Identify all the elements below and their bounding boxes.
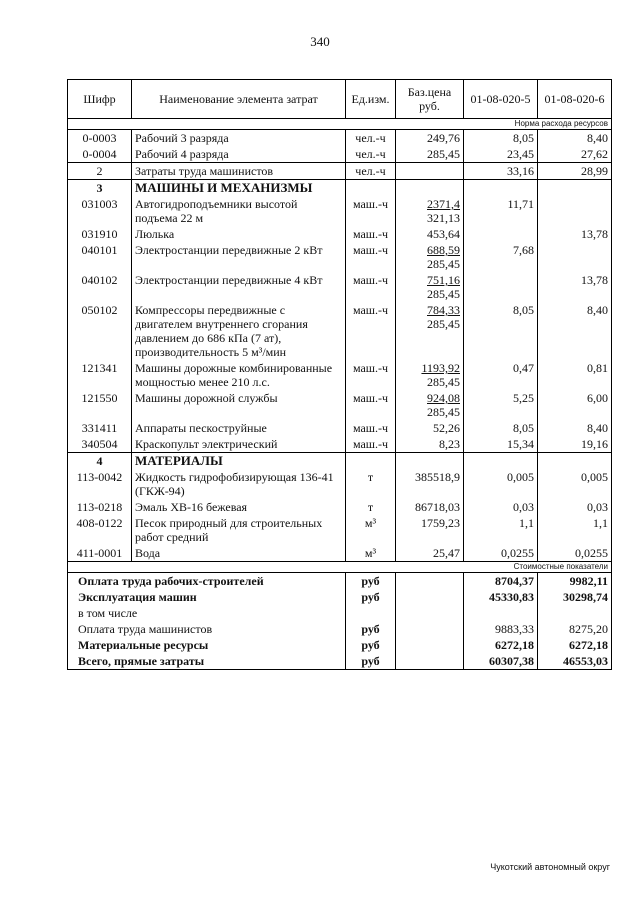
summary-unit: руб bbox=[346, 653, 396, 670]
summary-price-empty bbox=[396, 621, 464, 637]
cell-col1: 23,45 bbox=[464, 146, 538, 163]
table-row bbox=[68, 272, 612, 302]
cell-code: 331411 bbox=[68, 420, 132, 436]
cell-col2 bbox=[538, 242, 612, 272]
cell-col2: 6,00 bbox=[538, 390, 612, 420]
summary-row bbox=[68, 573, 612, 590]
cell-name: МАТЕРИАЛЫ bbox=[132, 453, 346, 470]
cell-col2: 1,1 bbox=[538, 515, 612, 545]
header-unit: Ед.изм. bbox=[346, 80, 396, 119]
table-row bbox=[68, 302, 612, 360]
table-row bbox=[68, 163, 612, 180]
table-row bbox=[68, 360, 612, 390]
table-row bbox=[68, 226, 612, 242]
cell-unit: м³ bbox=[346, 515, 396, 545]
cell-col1: 0,0255 bbox=[464, 545, 538, 562]
cell-price bbox=[396, 499, 464, 515]
subheader-costs-label: Стоимостные показатели bbox=[68, 562, 612, 573]
cell-code: 408-0122 bbox=[68, 515, 132, 545]
cell-price bbox=[396, 130, 464, 147]
summary-price-empty bbox=[396, 605, 464, 621]
price-value: 25,47 bbox=[433, 546, 460, 560]
cell-col2: 19,16 bbox=[538, 436, 612, 453]
cell-name: Автогидроподъемники высотой подъема 22 м bbox=[135, 197, 298, 225]
cell-col1: 0,47 bbox=[464, 360, 538, 390]
cell-unit bbox=[346, 453, 396, 470]
cell-name: Аппараты пескоструйные bbox=[135, 421, 267, 435]
table-row bbox=[68, 515, 612, 545]
cell-code: 121341 bbox=[68, 360, 132, 390]
cell-price bbox=[396, 163, 464, 180]
table-row bbox=[68, 196, 612, 226]
cell-col1: 0,005 bbox=[464, 469, 538, 499]
cell-price bbox=[396, 180, 464, 197]
cell-price bbox=[396, 242, 464, 272]
cell-col1: 1,1 bbox=[464, 515, 538, 545]
cell-name: Песок природный для строительных работ средний bbox=[135, 516, 323, 544]
summary-name: Эксплуатация машин bbox=[68, 589, 346, 605]
price-value: 285,45 bbox=[427, 147, 460, 161]
cell-unit: маш.-ч bbox=[346, 390, 396, 420]
cell-code: 113-0218 bbox=[68, 499, 132, 515]
price-value: 1759,23 bbox=[421, 516, 460, 530]
cell-unit: маш.-ч bbox=[346, 272, 396, 302]
summary-price-empty bbox=[396, 589, 464, 605]
summary-col1: 8704,37 bbox=[464, 573, 538, 590]
cell-col2: 28,99 bbox=[538, 163, 612, 180]
cell-name: Вода bbox=[135, 546, 161, 560]
table-row bbox=[68, 436, 612, 453]
cell-price bbox=[396, 302, 464, 360]
header-code: Шифр bbox=[68, 80, 132, 119]
price-value: 1193,92 bbox=[421, 361, 460, 375]
cell-col2: 27,62 bbox=[538, 146, 612, 163]
cell-code: 4 bbox=[68, 453, 132, 470]
cell-col2: 8,40 bbox=[538, 130, 612, 147]
cell-col1: 15,34 bbox=[464, 436, 538, 453]
cell-name: Эмаль ХВ-16 бежевая bbox=[135, 500, 248, 514]
table-row bbox=[68, 420, 612, 436]
cell-unit: маш.-ч bbox=[346, 360, 396, 390]
price-wage-value: 285,45 bbox=[427, 257, 460, 271]
summary-unit: руб bbox=[346, 573, 396, 590]
price-value: 8,23 bbox=[439, 437, 460, 451]
cell-col1: 8,05 bbox=[464, 302, 538, 360]
table-row bbox=[68, 146, 612, 163]
table-row bbox=[68, 130, 612, 147]
cell-unit: чел.-ч bbox=[346, 130, 396, 147]
cell-col2: 0,81 bbox=[538, 360, 612, 390]
price-wage-value: 285,45 bbox=[427, 375, 460, 389]
table-row bbox=[68, 545, 612, 562]
cell-price bbox=[396, 515, 464, 545]
price-wage-value: 285,45 bbox=[427, 287, 460, 301]
table-row bbox=[68, 499, 612, 515]
price-value: 751,16 bbox=[427, 273, 460, 287]
cell-col1: 8,05 bbox=[464, 420, 538, 436]
cell-name: Затраты труда машинистов bbox=[132, 163, 346, 180]
cell-unit: маш.-ч bbox=[346, 226, 396, 242]
cell-price bbox=[396, 272, 464, 302]
cell-unit: чел.-ч bbox=[346, 163, 396, 180]
cell-name: Электростанции передвижные 4 кВт bbox=[135, 273, 323, 287]
summary-unit: руб bbox=[346, 621, 396, 637]
summary-col2: 9982,11 bbox=[538, 573, 612, 590]
table-header bbox=[68, 80, 612, 119]
cell-code: 050102 bbox=[68, 302, 132, 360]
subheader-norms bbox=[68, 119, 612, 130]
cell-col2 bbox=[538, 196, 612, 226]
cell-code: 113-0042 bbox=[68, 469, 132, 499]
price-value: 784,33 bbox=[427, 303, 460, 317]
summary-col1: 45330,83 bbox=[464, 589, 538, 605]
price-value: 385518,9 bbox=[415, 470, 460, 484]
summary-col2 bbox=[538, 605, 612, 621]
summary-row bbox=[68, 589, 612, 605]
cell-price bbox=[396, 545, 464, 562]
price-wage-value: 321,13 bbox=[427, 211, 460, 225]
summary-col2: 30298,74 bbox=[538, 589, 612, 605]
cell-name: Рабочий 4 разряда bbox=[135, 147, 229, 161]
cell-code: 121550 bbox=[68, 390, 132, 420]
cell-col1 bbox=[464, 453, 538, 470]
cell-unit: маш.-ч bbox=[346, 302, 396, 360]
summary-row bbox=[68, 637, 612, 653]
table-row bbox=[68, 453, 612, 470]
price-value: 249,76 bbox=[427, 131, 460, 145]
cell-unit: м³ bbox=[346, 545, 396, 562]
header-col2: 01-08-020-6 bbox=[538, 80, 612, 119]
cell-col1 bbox=[464, 180, 538, 197]
summary-row bbox=[68, 605, 612, 621]
cell-price bbox=[396, 146, 464, 163]
summary-unit bbox=[346, 605, 396, 621]
cell-col2: 13,78 bbox=[538, 272, 612, 302]
cell-code: 411-0001 bbox=[68, 545, 132, 562]
subheader-costs bbox=[68, 562, 612, 573]
table-row bbox=[68, 469, 612, 499]
summary-col1: 6272,18 bbox=[464, 637, 538, 653]
cell-name: Люлька bbox=[135, 227, 175, 241]
summary-name: Оплата труда машинистов bbox=[68, 621, 346, 637]
summary-price-empty bbox=[396, 573, 464, 590]
price-value: 924,08 bbox=[427, 391, 460, 405]
table-row bbox=[68, 390, 612, 420]
cell-name: МАШИНЫ И МЕХАНИЗМЫ bbox=[132, 180, 346, 197]
cell-code: 031910 bbox=[68, 226, 132, 242]
cell-price bbox=[396, 420, 464, 436]
cell-name: Рабочий 3 разряда bbox=[135, 131, 229, 145]
summary-col1: 9883,33 bbox=[464, 621, 538, 637]
cell-col2 bbox=[538, 180, 612, 197]
cell-col1: 7,68 bbox=[464, 242, 538, 272]
cell-code: 040102 bbox=[68, 272, 132, 302]
cell-code: 340504 bbox=[68, 436, 132, 453]
cell-name: Электростанции передвижные 2 кВт bbox=[135, 243, 323, 257]
cell-price bbox=[396, 453, 464, 470]
cell-unit: маш.-ч bbox=[346, 196, 396, 226]
summary-unit: руб bbox=[346, 637, 396, 653]
cell-col1: 5,25 bbox=[464, 390, 538, 420]
price-wage-value: 285,45 bbox=[427, 405, 460, 419]
summary-col1: 60307,38 bbox=[464, 653, 538, 670]
cell-col2: 8,40 bbox=[538, 420, 612, 436]
cell-code: 040101 bbox=[68, 242, 132, 272]
table-row bbox=[68, 242, 612, 272]
table-row bbox=[68, 180, 612, 197]
summary-name: Всего, прямые затраты bbox=[68, 653, 346, 670]
cell-name: Краскопульт электрический bbox=[135, 437, 278, 451]
cell-col2: 8,40 bbox=[538, 302, 612, 360]
resource-table bbox=[67, 79, 612, 670]
summary-col1 bbox=[464, 605, 538, 621]
cell-col1 bbox=[464, 226, 538, 242]
summary-price-empty bbox=[396, 637, 464, 653]
cell-price bbox=[396, 436, 464, 453]
cell-col1: 33,16 bbox=[464, 163, 538, 180]
summary-name: Материальные ресурсы bbox=[68, 637, 346, 653]
cell-code: 2 bbox=[68, 163, 132, 180]
cell-col2: 13,78 bbox=[538, 226, 612, 242]
summary-row bbox=[68, 621, 612, 637]
price-value: 2371,4 bbox=[427, 197, 460, 211]
cell-price bbox=[396, 469, 464, 499]
cell-unit: т bbox=[346, 499, 396, 515]
summary-unit: руб bbox=[346, 589, 396, 605]
cell-col2: 0,03 bbox=[538, 499, 612, 515]
cell-name: Жидкость гидрофобизирующая 136-41 (ГКЖ-94) bbox=[135, 470, 334, 498]
price-value: 52,26 bbox=[433, 421, 460, 435]
cell-unit: маш.-ч bbox=[346, 420, 396, 436]
summary-col2: 8275,20 bbox=[538, 621, 612, 637]
summary-col2: 6272,18 bbox=[538, 637, 612, 653]
header-col1: 01-08-020-5 bbox=[464, 80, 538, 119]
summary-name: Оплата труда рабочих-строителей bbox=[68, 573, 346, 590]
cell-col1 bbox=[464, 272, 538, 302]
cell-price bbox=[396, 226, 464, 242]
cell-code: 0-0004 bbox=[68, 146, 132, 163]
price-value: 688,59 bbox=[427, 243, 460, 257]
cell-name: Компрессоры передвижные с двигателем внутреннего сгорания давлением до 686 кПа (7 ат), производительность 5 м³/мин bbox=[135, 303, 308, 359]
header-name: Наименование элемента затрат bbox=[132, 80, 346, 119]
cell-unit: маш.-ч bbox=[346, 242, 396, 272]
summary-row bbox=[68, 653, 612, 670]
cell-code: 0-0003 bbox=[68, 130, 132, 147]
cell-unit: т bbox=[346, 469, 396, 499]
cell-col2: 0,005 bbox=[538, 469, 612, 499]
cell-unit bbox=[346, 180, 396, 197]
page-number: 340 bbox=[310, 34, 330, 49]
cell-code: 3 bbox=[68, 180, 132, 197]
cell-col1: 0,03 bbox=[464, 499, 538, 515]
cell-col2: 0,0255 bbox=[538, 545, 612, 562]
header-price: Баз.цена руб. bbox=[396, 80, 464, 119]
footer-region: Чукотский автономный округ bbox=[490, 862, 610, 872]
cell-price bbox=[396, 390, 464, 420]
summary-name: в том числе bbox=[68, 605, 346, 621]
cell-price bbox=[396, 360, 464, 390]
price-value: 453,64 bbox=[427, 227, 460, 241]
summary-col2: 46553,03 bbox=[538, 653, 612, 670]
cell-price bbox=[396, 196, 464, 226]
cell-col1: 8,05 bbox=[464, 130, 538, 147]
subheader-norms-label: Норма расхода ресурсов bbox=[68, 119, 612, 130]
cell-name: Машины дорожной службы bbox=[135, 391, 278, 405]
price-value: 86718,03 bbox=[415, 500, 460, 514]
cell-code: 031003 bbox=[68, 196, 132, 226]
cell-unit: маш.-ч bbox=[346, 436, 396, 453]
cell-col1: 11,71 bbox=[464, 196, 538, 226]
price-wage-value: 285,45 bbox=[427, 317, 460, 331]
cell-name: Машины дорожные комбинированные мощностью менее 210 л.с. bbox=[135, 361, 333, 389]
summary-price-empty bbox=[396, 653, 464, 670]
cell-unit: чел.-ч bbox=[346, 146, 396, 163]
cell-col2 bbox=[538, 453, 612, 470]
